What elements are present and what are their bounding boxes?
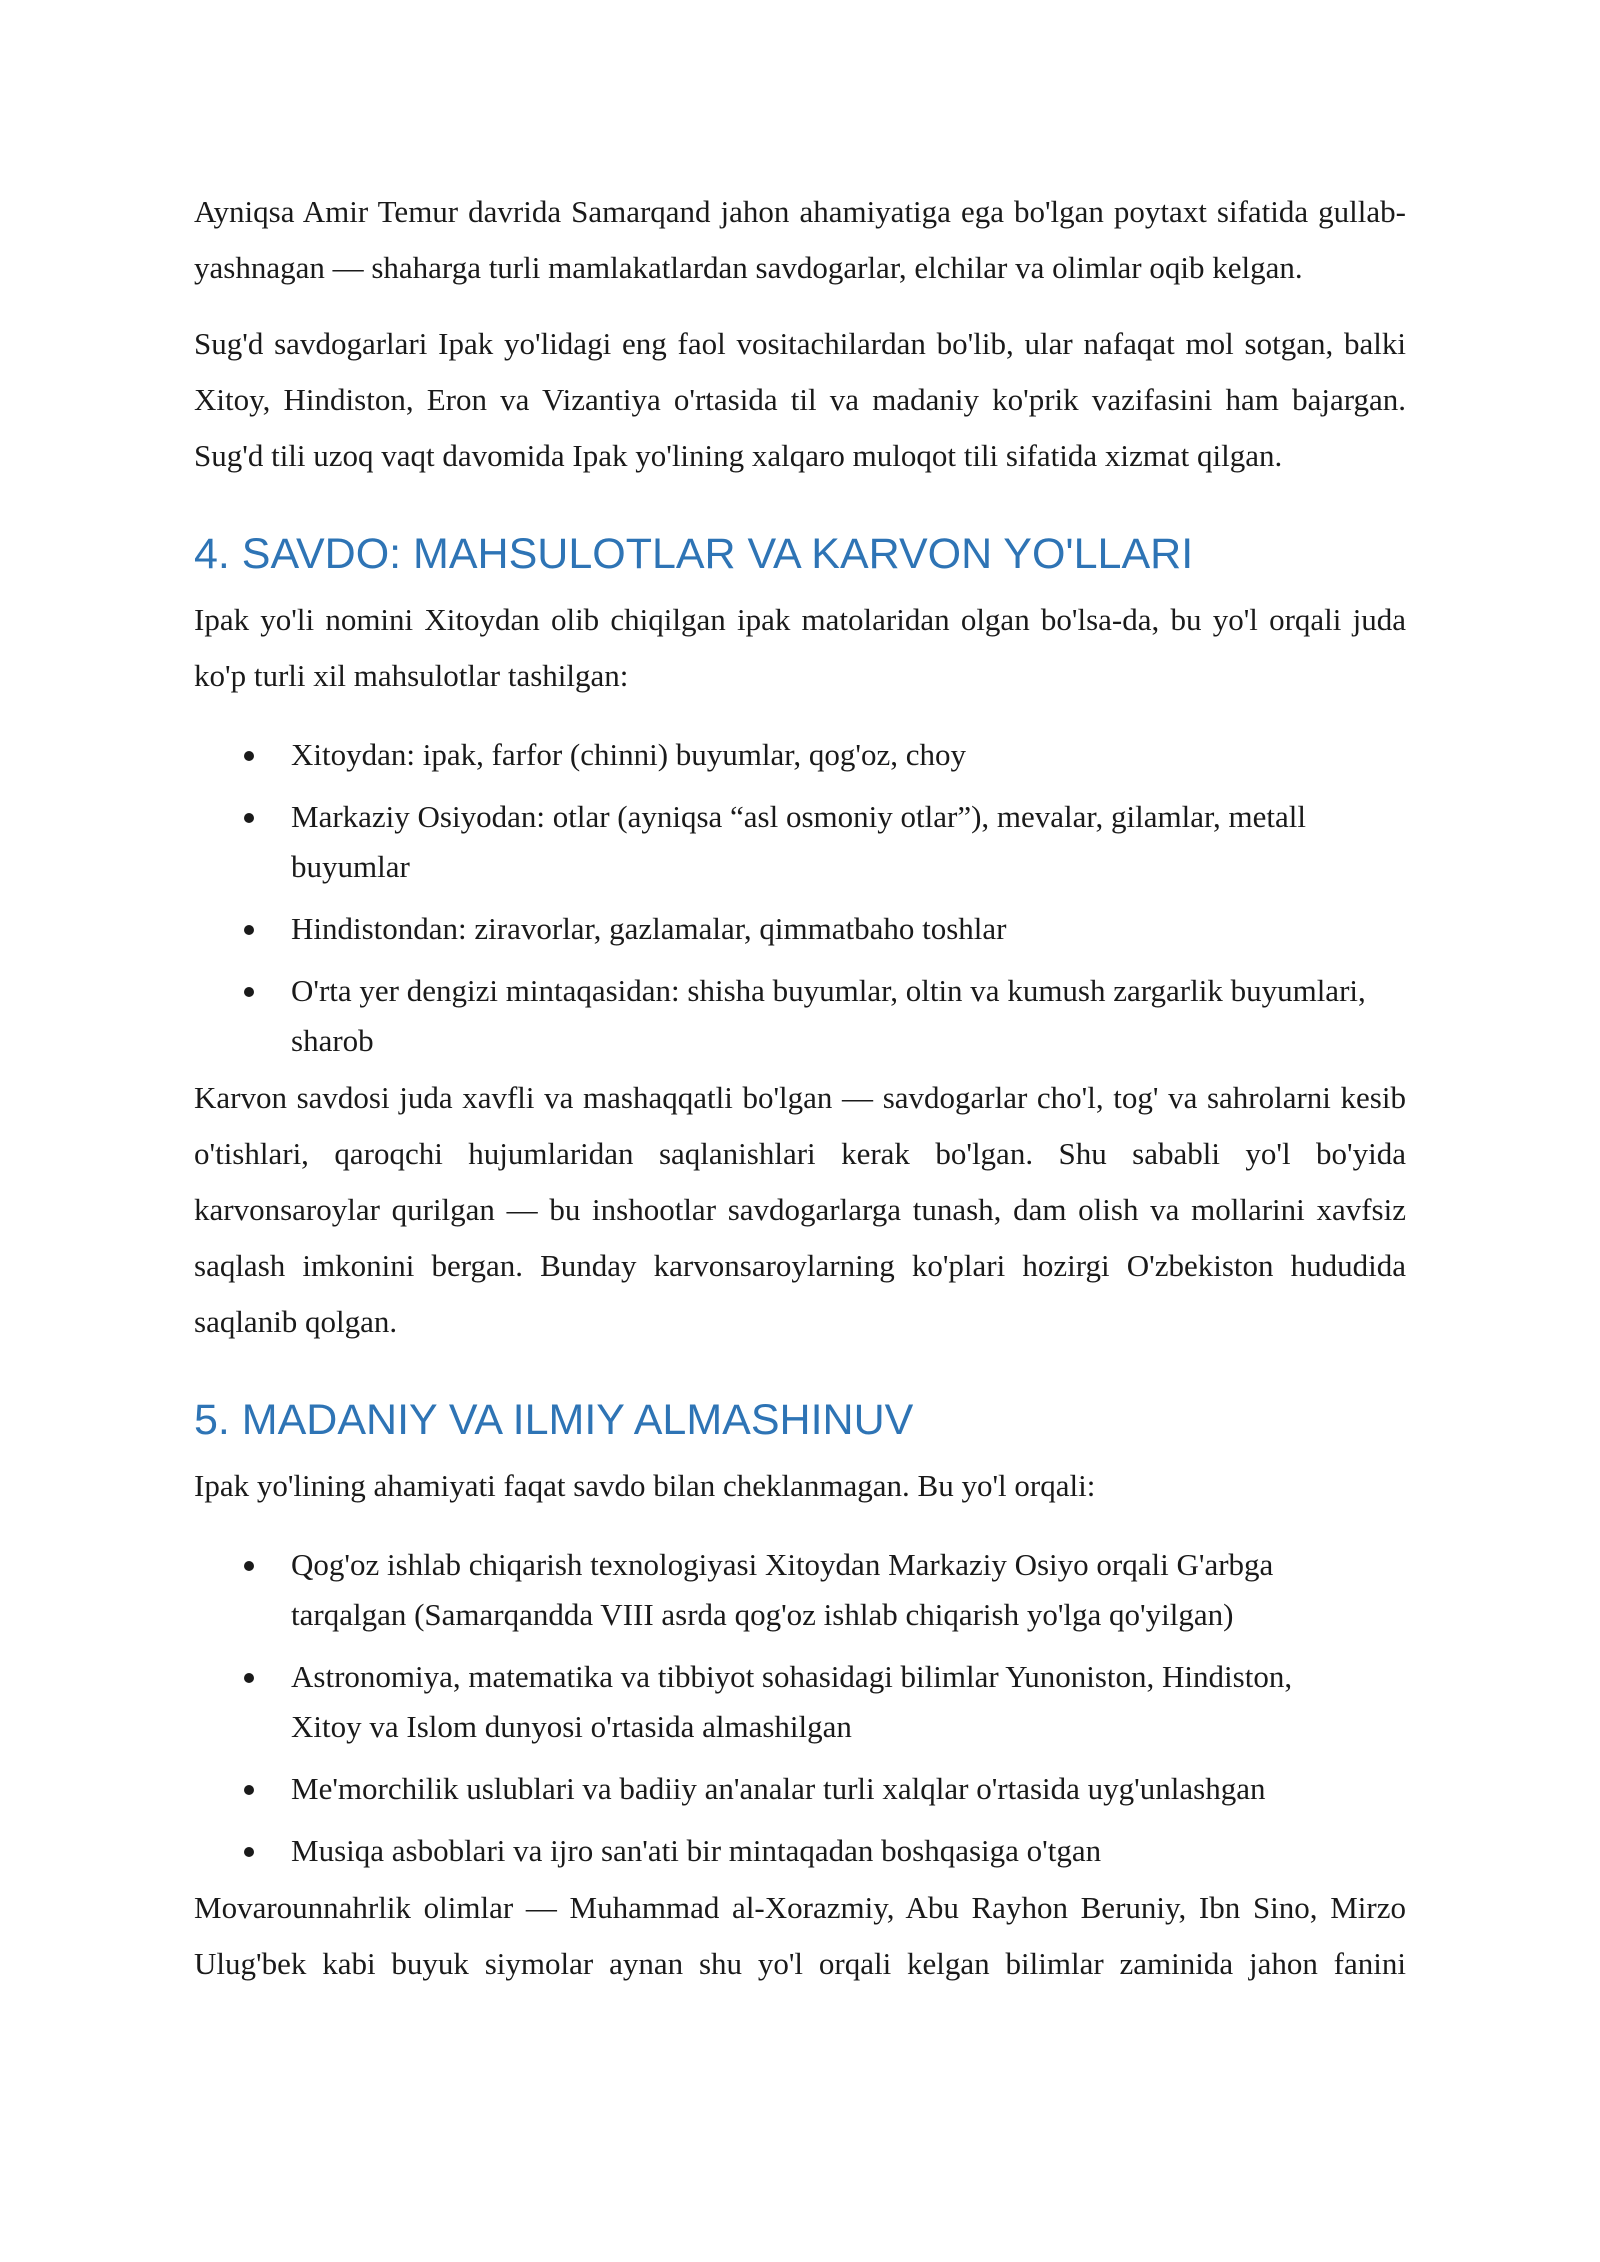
bullet-icon: [244, 1847, 254, 1857]
section-heading-cultural-exchange: 5. MADANIY VA ILMIY ALMASHINUV: [194, 1396, 914, 1444]
list-item: [194, 904, 1406, 954]
paragraph-amir-temur: Ayniqsa Amir Temur davrida Samarqand jahon ahamiyatiga ega bo'lgan poytaxt sifatida gullab-yashnagan — shaharga turli mamlakatlardan savdogarlar, elchilar va olimlar oqib kelgan.: [194, 194, 1406, 285]
bullet-icon: [244, 1785, 254, 1795]
list-item-text: Astronomiya, matematika va tibbiyot sohasidagi bilimlar Yunoniston, Hindiston, Xitoy va Islom dunyosi o'rtasida almashilgan: [291, 1659, 1293, 1744]
list-item: [194, 1764, 1406, 1814]
section-heading-trade: 4. SAVDO: MAHSULOTLAR VA KARVON YO'LLARI: [194, 530, 1194, 578]
list-item-text: Me'morchilik uslublari va badiiy an'analar turli xalqlar o'rtasida uyg'unlashgan: [291, 1771, 1266, 1806]
paragraph-scholars: Movarounnahrlik olimlar — Muhammad al-Xorazmiy, Abu Rayhon Beruniy, Ibn Sino, Mirzo Ulug'bek kabi buyuk siymolar aynan shu yo'l orqali kelgan bilimlar zaminida jahon fanini: [194, 1890, 1406, 1981]
exchange-list: [194, 1540, 1406, 1876]
paragraph-caravan-trade: Karvon savdosi juda xavfli va mashaqqatli bo'lgan — savdogarlar cho'l, tog' va sahrolarni kesib o'tishlari, qaroqchi hujumlaridan saqlanishlari kerak bo'lgan. Shu sababli yo'l bo'yida karvonsaroylar qurilgan — bu inshootlar savdogarlarga tunash, dam olish va mollarini xavfsiz saqlash imkonini bergan. Bunday karvonsaroylarning ko'plari hozirgi O'zbekiston hududida saqlanib qolgan.: [194, 1080, 1406, 1339]
list-item: [194, 1540, 1406, 1640]
paragraph-sugd-merchants: Sug'd savdogarlari Ipak yo'lidagi eng faol vositachilardan bo'lib, ular nafaqat mol sotgan, balki Xitoy, Hindiston, Eron va Vizantiya o'rtasida til va madaniy ko'prik vazifasini ham bajargan. Sug'd tili uzoq vaqt davomida Ipak yo'lining xalqaro muloqot tili sifatida xizmat qilgan.: [194, 326, 1406, 473]
paragraph-trade-intro: Ipak yo'li nomini Xitoydan olib chiqilgan ipak matolaridan olgan bo'lsa-da, bu yo'l orqali juda ko'p turli xil mahsulotlar tashilgan:: [194, 602, 1406, 693]
list-item-text: Hindistondan: ziravorlar, gazlamalar, qimmatbaho toshlar: [291, 911, 1007, 946]
bullet-icon: [244, 813, 254, 823]
list-item: [194, 1652, 1406, 1752]
paragraph-exchange-intro: Ipak yo'lining ahamiyati faqat savdo bilan cheklanmagan. Bu yo'l orqali:: [194, 1468, 1096, 1503]
list-item: [194, 1826, 1406, 1876]
list-item-text: Qog'oz ishlab chiqarish texnologiyasi Xitoydan Markaziy Osiyo orqali G'arbga tarqalgan (Samarqandda VIII asrda qog'oz ishlab chiqarish yo'lga qo'yilgan): [291, 1547, 1274, 1632]
list-item: [194, 730, 1406, 780]
list-item: [194, 792, 1406, 892]
bullet-icon: [244, 925, 254, 935]
bullet-icon: [244, 751, 254, 761]
list-item-text: Musiqa asboblari va ijro san'ati bir mintaqadan boshqasiga o'tgan: [291, 1833, 1102, 1868]
list-item-text: Xitoydan: ipak, farfor (chinni) buyumlar, qog'oz, choy: [291, 737, 966, 772]
list-item-text: O'rta yer dengizi mintaqasidan: shisha buyumlar, oltin va kumush zargarlik buyumlari, sharob: [291, 973, 1366, 1058]
bullet-icon: [244, 1673, 254, 1683]
bullet-icon: [244, 987, 254, 997]
list-item-text: Markaziy Osiyodan: otlar (ayniqsa “asl osmoniy otlar”), mevalar, gilamlar, metall buyumlar: [291, 799, 1307, 884]
trade-goods-list: [194, 730, 1406, 1066]
list-item: [194, 966, 1406, 1066]
bullet-icon: [244, 1561, 254, 1571]
document-page: [194, 184, 1406, 1992]
